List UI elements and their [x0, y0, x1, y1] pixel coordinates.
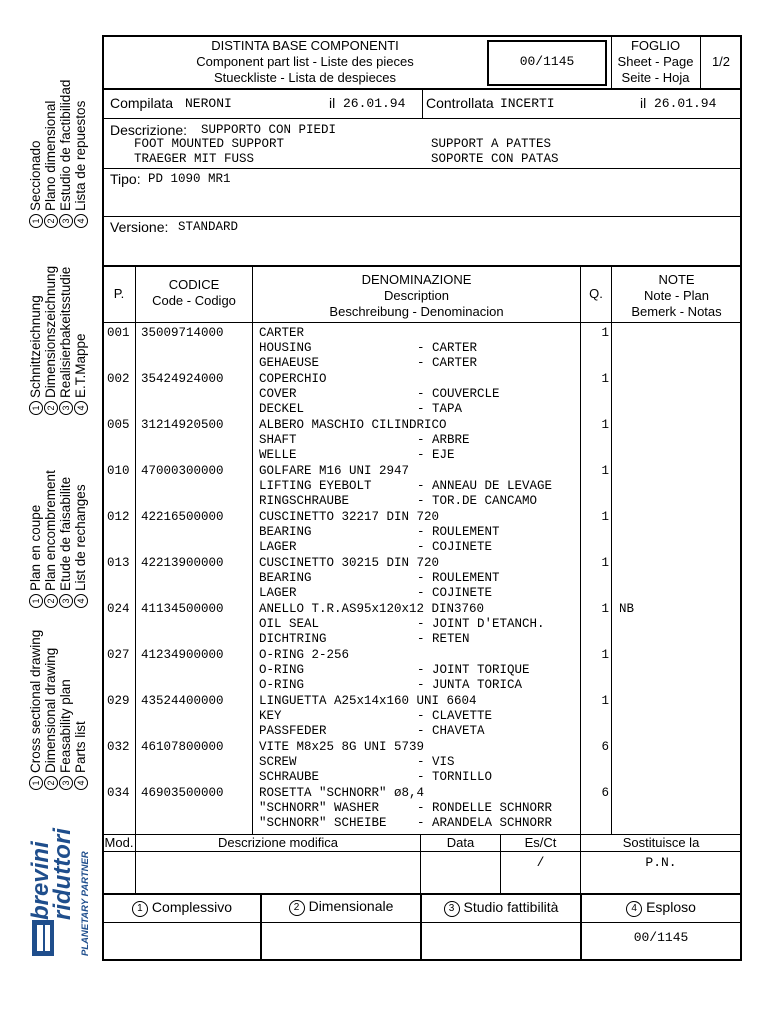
- legend-english: [28, 630, 88, 790]
- assembly-cell: [104, 899, 260, 917]
- document-title: [140, 38, 470, 86]
- row-desc-en: COVER: [259, 387, 297, 401]
- row-desc-fr: - CARTER: [417, 341, 478, 355]
- circled-number-2: 2: [289, 900, 305, 916]
- row-code: 43524400000: [141, 694, 224, 708]
- sheet-number: 1/2: [711, 54, 731, 69]
- column-header-note: [612, 272, 741, 320]
- table-row: [103, 462, 741, 508]
- legend-french: [28, 470, 88, 608]
- row-quantity: 6: [601, 786, 609, 800]
- column-header-note-en: Note - Plan: [643, 288, 710, 303]
- row-position: 001: [107, 326, 130, 340]
- feasibility-label: Studio fattibilità: [463, 899, 559, 915]
- row-desc-de: O-RING: [259, 678, 305, 692]
- mod-label: Mod.: [104, 835, 134, 850]
- row-code: 41234900000: [141, 648, 224, 662]
- exploded-cell: [582, 899, 740, 917]
- column-header-desc-de-es: Beschreibung - Denominacion: [329, 304, 504, 319]
- row-desc-it: VITE M8x25 8G UNI 5739: [259, 740, 425, 754]
- circled-number-2: 2: [44, 214, 58, 228]
- circled-number-4: 4: [74, 401, 88, 415]
- assembly-label: Complessivo: [151, 899, 233, 915]
- row-desc-de: LAGER: [259, 586, 297, 600]
- circled-number-3: 3: [59, 776, 73, 790]
- row-desc-en: SCREW: [259, 755, 297, 769]
- row-desc-it: ANELLO T.R.AS95x120x12 DIN3760: [259, 602, 485, 616]
- row-desc-it: CUSCINETTO 30215 DIN 720: [259, 556, 440, 570]
- dimensional-cell: [262, 898, 420, 916]
- circled-number-3: 3: [59, 594, 73, 608]
- row-position: 010: [107, 464, 130, 478]
- table-row: [103, 508, 741, 554]
- row-position: 024: [107, 602, 130, 616]
- row-position: 005: [107, 418, 130, 432]
- row-position: 034: [107, 786, 130, 800]
- logo-tagline-text: PLANETARY PARTNER: [80, 851, 91, 956]
- legend-fr-3: Etude de faisabilite: [58, 476, 73, 591]
- row-desc-es: - CHAVETA: [417, 724, 485, 738]
- compiled-name: NERONI: [185, 96, 232, 111]
- row-code: 42213900000: [141, 556, 224, 570]
- table-row: [103, 370, 741, 416]
- legend-fr-1: Plan en coupe: [28, 504, 43, 591]
- row-desc-es: - ARANDELA SCHNORR: [417, 816, 553, 830]
- circled-number-4: 4: [74, 776, 88, 790]
- row-desc-fr: - ROULEMENT: [417, 571, 500, 585]
- logo-tagline: [80, 851, 92, 956]
- sheet-label-it: FOGLIO: [630, 38, 681, 53]
- row-desc-en: SHAFT: [259, 433, 297, 447]
- circled-number-4: 4: [626, 901, 642, 917]
- row-desc-es: - CARTER: [417, 356, 478, 370]
- legend-es-2: Plano dimensional: [43, 100, 58, 211]
- description-fr: SUPPORT A PATTES: [431, 137, 552, 151]
- legend-fr-4: List de rechanges: [73, 484, 88, 591]
- row-position: 032: [107, 740, 130, 754]
- column-header-desc-it: DENOMINAZIONE: [361, 272, 472, 287]
- column-header-note-de-es: Bemerk - Notas: [631, 304, 722, 319]
- checked-name: INCERTI: [500, 96, 555, 111]
- circled-number-1: 1: [29, 594, 43, 608]
- table-row: [103, 784, 741, 830]
- mod-replaces-value: P.N.: [645, 855, 677, 870]
- checked-date: 26.01.94: [654, 96, 717, 111]
- row-desc-de: DECKEL: [259, 402, 305, 416]
- row-desc-es: - TORNILLO: [417, 770, 493, 784]
- row-desc-en: "SCHNORR" WASHER: [259, 801, 380, 815]
- legend-en-2: Dimensional drawing: [43, 647, 58, 773]
- row-position: 012: [107, 510, 130, 524]
- row-code: 31214920500: [141, 418, 224, 432]
- row-position: 027: [107, 648, 130, 662]
- legend-en-4: Parts list: [73, 721, 88, 773]
- title-line-de-es: Stueckliste - Lista de despieces: [213, 70, 397, 85]
- sheet-label-en: Sheet - Page: [617, 54, 694, 69]
- row-desc-es: - EJE: [417, 448, 455, 462]
- legend-en-1: Cross sectional drawing: [28, 629, 43, 773]
- row-code: 46903500000: [141, 786, 224, 800]
- row-desc-es: - COJINETE: [417, 586, 493, 600]
- legend-es-1: Seccionado: [28, 140, 43, 211]
- row-desc-en: BEARING: [259, 525, 312, 539]
- row-quantity: 1: [601, 602, 609, 616]
- row-desc-it: GOLFARE M16 UNI 2947: [259, 464, 410, 478]
- exploded-value: 00/1145: [633, 930, 689, 945]
- row-quantity: 1: [601, 556, 609, 570]
- circled-number-2: 2: [44, 776, 58, 790]
- row-code: 35009714000: [141, 326, 224, 340]
- row-quantity: 1: [601, 694, 609, 708]
- row-desc-de: RINGSCHRAUBE: [259, 494, 350, 508]
- column-header-description: [253, 272, 580, 320]
- column-header-code-tr: Code - Codigo: [152, 293, 236, 308]
- legend-german: [28, 266, 88, 415]
- title-line-en-fr: Component part list - Liste des pieces: [196, 54, 414, 69]
- row-quantity: 1: [601, 464, 609, 478]
- row-desc-de: WELLE: [259, 448, 297, 462]
- column-header-code-it: CODICE: [168, 277, 220, 292]
- table-row: [103, 738, 741, 784]
- row-desc-fr: - RONDELLE SCHNORR: [417, 801, 553, 815]
- row-position: 029: [107, 694, 130, 708]
- sheet-label: [611, 38, 700, 86]
- legend-es-4: Lista de repuestos: [73, 100, 88, 211]
- row-desc-es: - TOR.DE CANCAMO: [417, 494, 538, 508]
- row-code: 46107800000: [141, 740, 224, 754]
- feasibility-cell: [422, 899, 580, 917]
- table-row: [103, 600, 741, 646]
- row-quantity: 1: [601, 510, 609, 524]
- row-desc-es: - RETEN: [417, 632, 470, 646]
- row-desc-it: CUSCINETTO 32217 DIN 720: [259, 510, 440, 524]
- row-position: 002: [107, 372, 130, 386]
- row-code: 35424924000: [141, 372, 224, 386]
- circled-number-3: 3: [444, 901, 460, 917]
- description-label: Descrizione:: [110, 122, 188, 138]
- description-en: FOOT MOUNTED SUPPORT: [134, 137, 285, 151]
- circled-number-4: 4: [74, 214, 88, 228]
- logo-line-2: riduttori: [49, 828, 76, 920]
- legend-de-4: E.T.Mappe: [73, 333, 88, 398]
- row-desc-es: - COJINETE: [417, 540, 493, 554]
- checked-label: Controllata: [426, 95, 494, 111]
- column-header-pos: P.: [113, 286, 125, 301]
- row-desc-it: LINGUETTA A25x14x160 UNI 6604: [259, 694, 477, 708]
- row-desc-en: BEARING: [259, 571, 312, 585]
- column-header-code: [136, 277, 252, 309]
- circled-number-1: 1: [29, 401, 43, 415]
- row-desc-en: O-RING: [259, 663, 305, 677]
- row-desc-it: O-RING 2-256: [259, 648, 350, 662]
- title-line-it: DISTINTA BASE COMPONENTI: [211, 38, 399, 53]
- row-quantity: 6: [601, 740, 609, 754]
- row-desc-it: ALBERO MASCHIO CILINDRICO: [259, 418, 447, 432]
- legend-de-1: Schnittzeichnung: [28, 295, 43, 398]
- description-es: SOPORTE CON PATAS: [431, 152, 559, 166]
- logo-wordmark: [27, 828, 76, 920]
- description-de: TRAEGER MIT FUSS: [134, 152, 255, 166]
- dimensional-label: Dimensionale: [308, 898, 394, 914]
- circled-number-2: 2: [44, 401, 58, 415]
- column-header-desc-en: Description: [383, 288, 450, 303]
- row-desc-de: PASSFEDER: [259, 724, 327, 738]
- compiled-label: Compilata: [110, 95, 174, 111]
- row-desc-es: - TAPA: [417, 402, 463, 416]
- table-row: [103, 692, 741, 738]
- row-desc-fr: - ANNEAU DE LEVAGE: [417, 479, 553, 493]
- row-code: 42216500000: [141, 510, 224, 524]
- row-desc-fr: - VIS: [417, 755, 455, 769]
- circled-number-1: 1: [132, 901, 148, 917]
- mod-description-label: Descrizione modifica: [218, 835, 338, 850]
- type-label: Tipo:: [110, 171, 141, 187]
- legend-spanish: [28, 80, 88, 228]
- row-quantity: 1: [601, 648, 609, 662]
- row-desc-es: - JUNTA TORICA: [417, 678, 523, 692]
- type-value: PD 1090 MR1: [148, 172, 231, 186]
- sheet-label-es: Seite - Hoja: [621, 70, 690, 85]
- row-position: 013: [107, 556, 130, 570]
- row-desc-fr: - JOINT TORIQUE: [417, 663, 530, 677]
- circled-number-3: 3: [59, 401, 73, 415]
- circled-number-2: 2: [44, 594, 58, 608]
- circled-number-3: 3: [59, 214, 73, 228]
- exploded-label: Esploso: [646, 899, 696, 915]
- table-row: [103, 554, 741, 600]
- row-desc-fr: - CLAVETTE: [417, 709, 493, 723]
- mod-esct-value: /: [536, 855, 545, 870]
- mod-replaces-label: Sostituisce la: [622, 835, 700, 850]
- row-desc-fr: - ROULEMENT: [417, 525, 500, 539]
- legend-es-3: Estudio de factibilidad: [58, 79, 73, 211]
- mod-esct-label: Es/Ct: [524, 835, 557, 850]
- table-row: [103, 416, 741, 462]
- version-label: Versione:: [110, 219, 169, 235]
- row-desc-fr: - COUVERCLE: [417, 387, 500, 401]
- table-row: [103, 324, 741, 370]
- legend-en-3: Feasability plan: [58, 679, 73, 773]
- row-desc-it: ROSETTA "SCHNORR" ø8,4: [259, 786, 425, 800]
- legend-fr-2: Plan encombrement: [43, 470, 58, 591]
- description-it: SUPPORTO CON PIEDI: [201, 123, 337, 137]
- compiled-date-label: il: [329, 95, 336, 111]
- mod-date-label: Data: [446, 835, 475, 850]
- row-code: 41134500000: [141, 602, 224, 616]
- column-header-qty: Q.: [589, 286, 603, 301]
- circled-number-1: 1: [29, 776, 43, 790]
- doc-number: 00/1145: [519, 54, 575, 69]
- row-desc-de: DICHTRING: [259, 632, 327, 646]
- brevini-logo: [28, 828, 100, 960]
- row-desc-en: LIFTING EYEBOLT: [259, 479, 372, 493]
- row-desc-it: CARTER: [259, 326, 305, 340]
- row-quantity: 1: [601, 418, 609, 432]
- row-quantity: 1: [601, 372, 609, 386]
- row-desc-de: SCHRAUBE: [259, 770, 320, 784]
- version-value: STANDARD: [178, 220, 239, 234]
- table-row: [103, 646, 741, 692]
- logo-line-1: brevini: [27, 841, 54, 920]
- legend-de-2: Dimensionszeichnung: [43, 265, 58, 398]
- row-code: 47000300000: [141, 464, 224, 478]
- legend-de-3: Realisierbakeitsstudie: [58, 266, 73, 398]
- row-desc-fr: - ARBRE: [417, 433, 470, 447]
- row-desc-it: COPERCHIO: [259, 372, 327, 386]
- row-desc-fr: - JOINT D'ETANCH.: [417, 617, 545, 631]
- column-header-note-it: NOTE: [658, 272, 695, 287]
- row-quantity: 1: [601, 326, 609, 340]
- row-desc-de: "SCHNORR" SCHEIBE: [259, 816, 387, 830]
- row-desc-en: OIL SEAL: [259, 617, 320, 631]
- circled-number-4: 4: [74, 594, 88, 608]
- checked-date-label: il: [640, 95, 647, 111]
- row-desc-en: HOUSING: [259, 341, 312, 355]
- compiled-date: 26.01.94: [343, 96, 406, 111]
- row-desc-de: GEHAEUSE: [259, 356, 320, 370]
- row-note: NB: [619, 602, 635, 616]
- circled-number-1: 1: [29, 214, 43, 228]
- row-desc-de: LAGER: [259, 540, 297, 554]
- row-desc-en: KEY: [259, 709, 282, 723]
